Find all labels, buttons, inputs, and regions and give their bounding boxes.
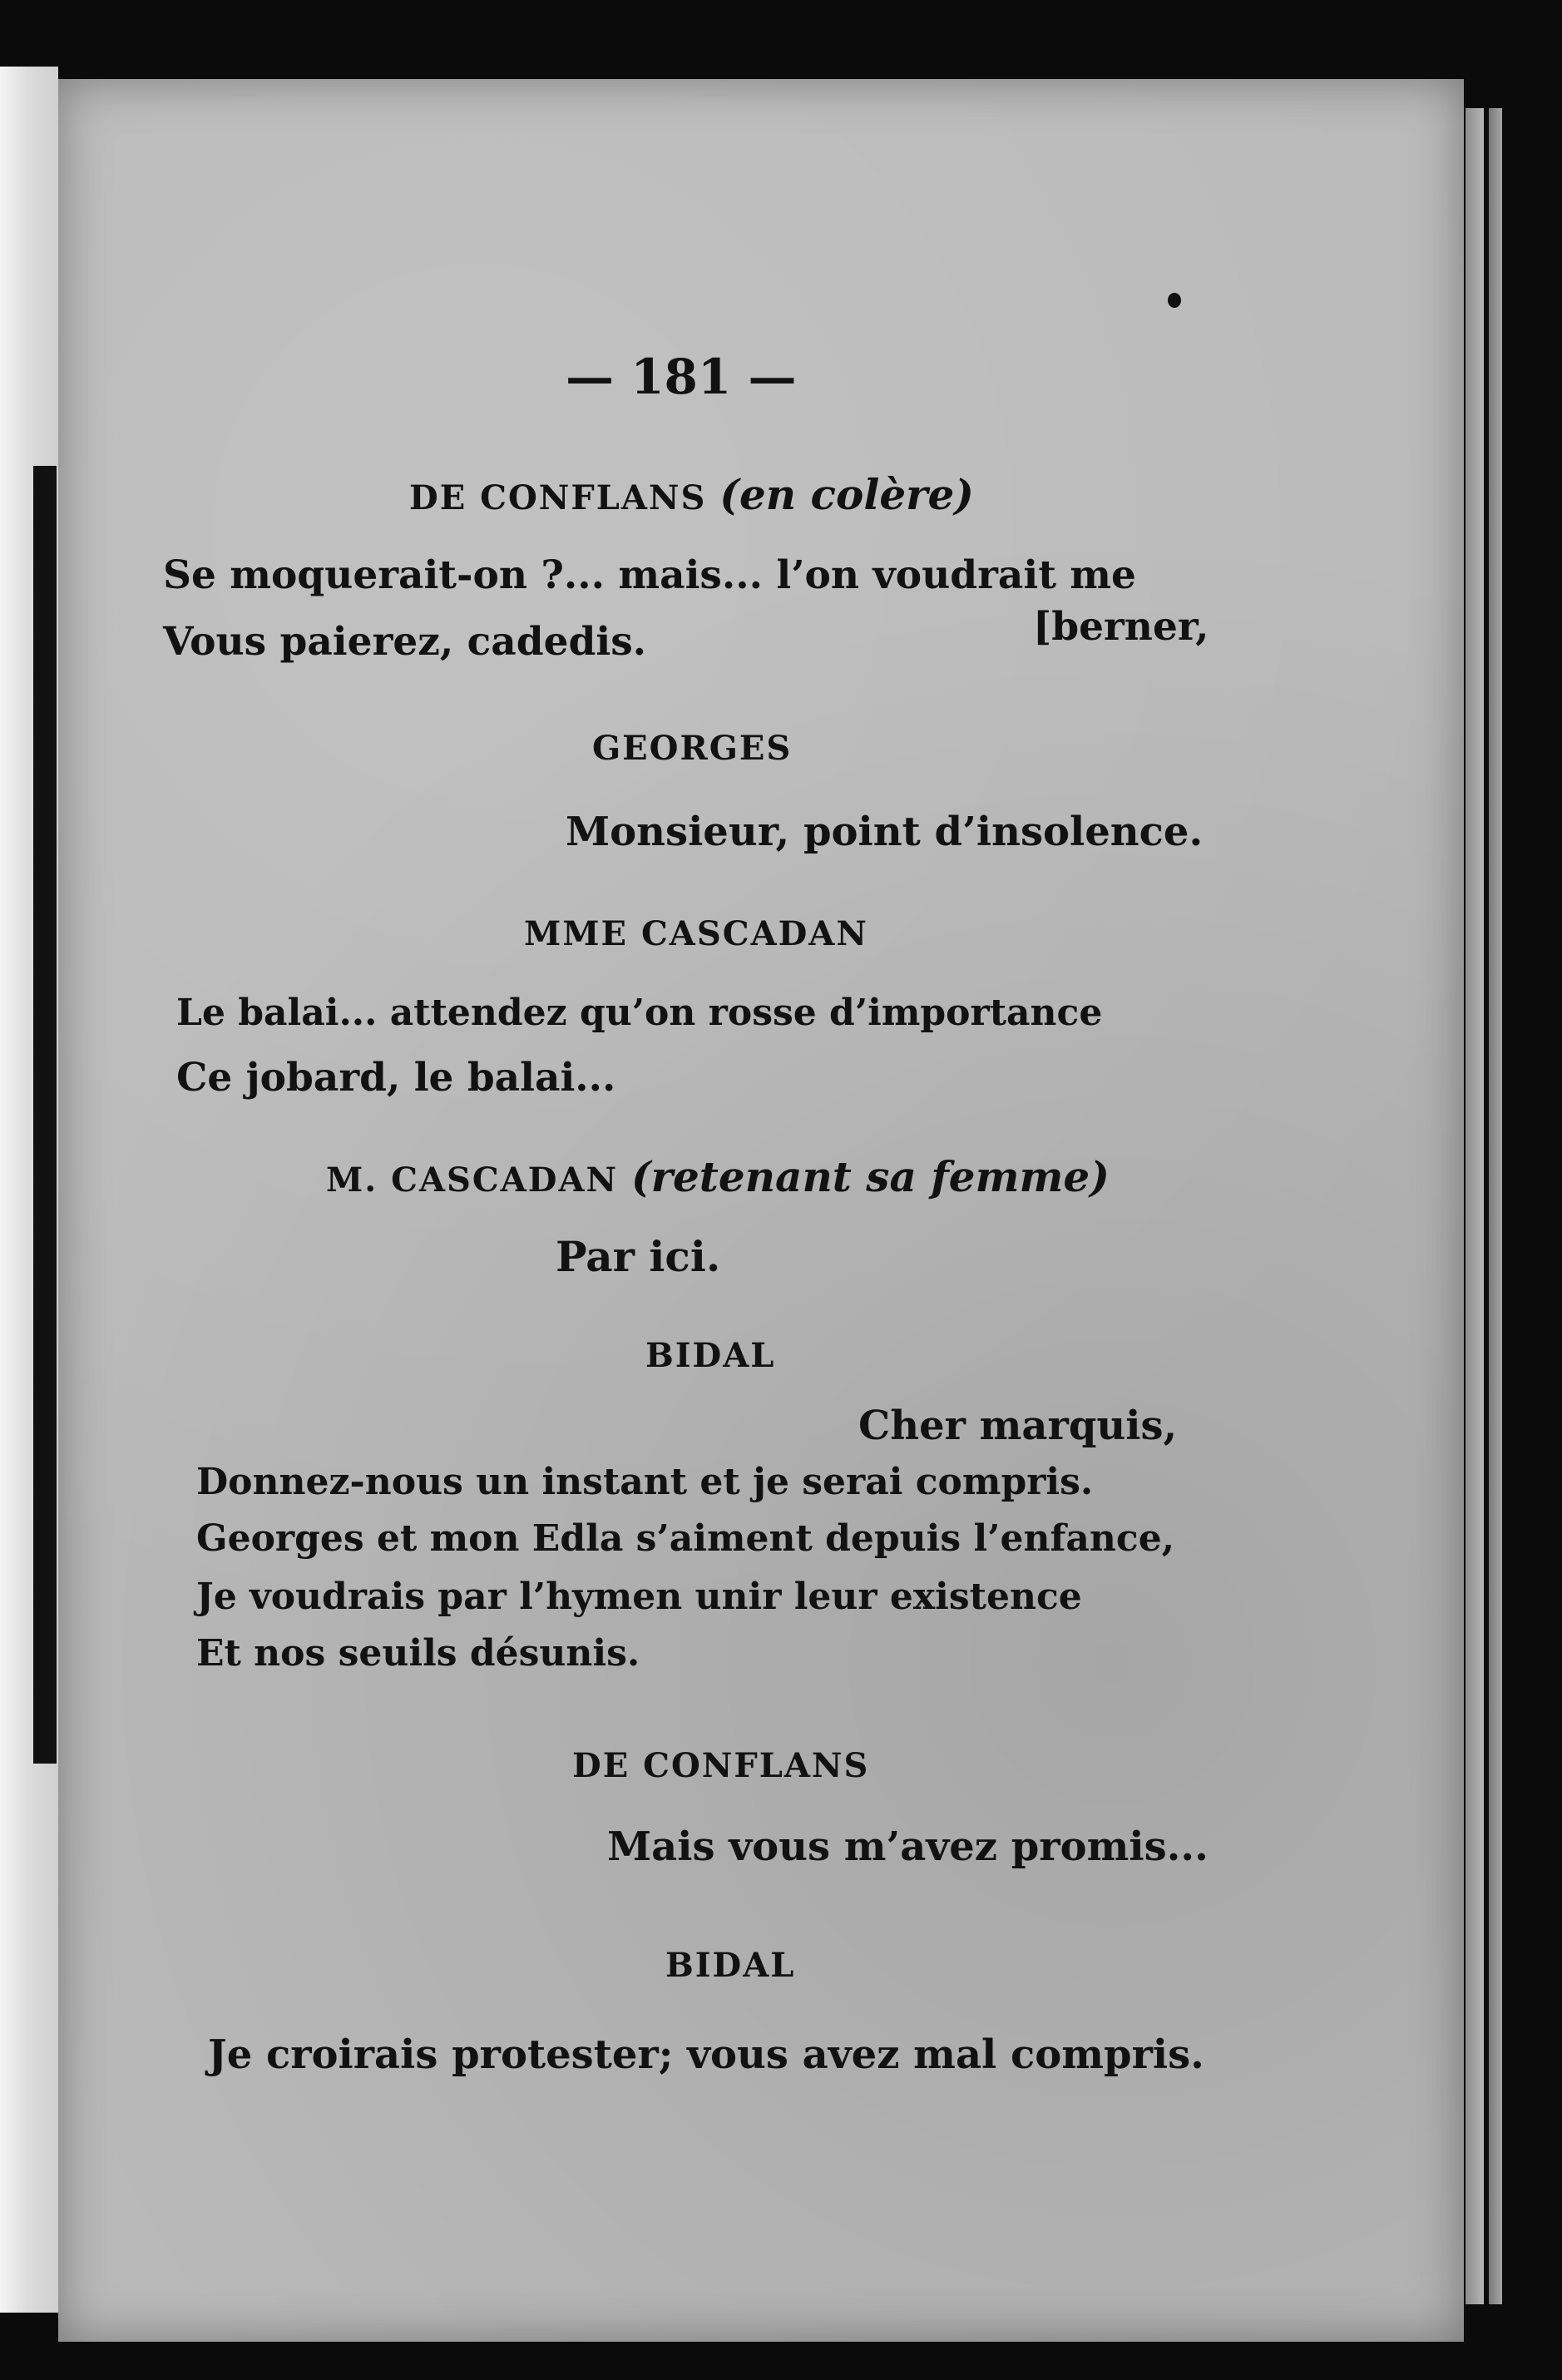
verse-line: Le balai... attendez qu’on rosse d’importance — [176, 992, 1103, 1034]
speaker-de-conflans: DE CONFLANS — [572, 1746, 870, 1785]
verse-line: Cher marquis, — [858, 1403, 1178, 1449]
speaker-bidal: BIDAL — [665, 1946, 796, 1985]
page-edge-right — [1489, 108, 1502, 2304]
ink-spot — [1168, 293, 1181, 308]
speaker-m-cascadan — [326, 1152, 1110, 1201]
book-spine — [33, 466, 57, 1764]
verse-line: Donnez-nous un instant et je serai compris. — [196, 1461, 1094, 1503]
speaker-bidal: BIDAL — [645, 1336, 776, 1375]
speaker-de-conflans — [409, 470, 974, 519]
stage-direction: (retenant sa femme) — [630, 1152, 1110, 1201]
verse-line: Ce jobard, le balai... — [176, 1055, 616, 1101]
verse-line: Georges et mon Edla s’aiment depuis l’enfance, — [196, 1517, 1175, 1560]
verse-line: Mais vous m’avez promis... — [607, 1823, 1209, 1870]
book-page — [58, 79, 1464, 2342]
verse-line: Vous paierez, cadedis. — [163, 619, 647, 665]
speaker-georges: GEORGES — [592, 729, 793, 768]
verse-line: Se moquerait-on ?... mais... l’on voudrait me — [163, 552, 1136, 598]
page-edge-left — [1466, 108, 1484, 2304]
verse-line: Et nos seuils désunis. — [196, 1632, 640, 1675]
speaker-name: M. CASCADAN — [326, 1160, 619, 1200]
stage-direction: (en colère) — [719, 470, 974, 519]
speaker-name: DE CONFLANS — [409, 478, 707, 517]
verse-line: Par ici. — [556, 1232, 721, 1281]
page-number: — 181 — — [566, 349, 797, 405]
verse-line: Je voudrais par l’hymen unir leur existence — [196, 1576, 1082, 1618]
verse-line: Monsieur, point d’insolence. — [566, 809, 1204, 855]
speaker-mme-cascadan: MME CASCADAN — [524, 914, 868, 953]
verse-line: Je croirais protester; vous avez mal compris. — [208, 2031, 1204, 2078]
verse-line: [berner, — [1033, 604, 1209, 650]
